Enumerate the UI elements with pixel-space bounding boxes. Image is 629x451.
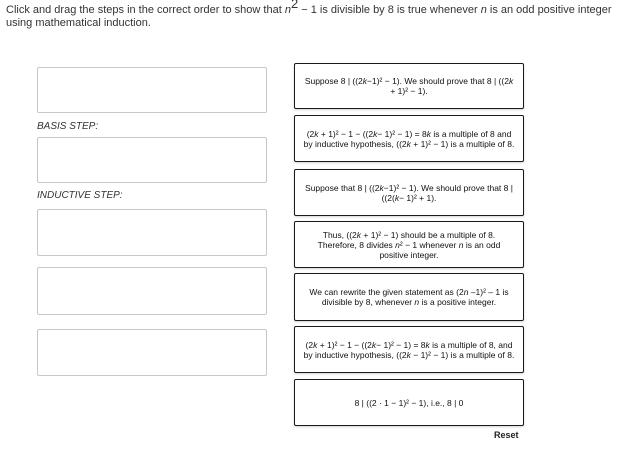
drop-slot-2[interactable] [37, 137, 267, 183]
instructions-exponent: 2 [290, 0, 299, 11]
step-card-1[interactable] [294, 63, 524, 109]
drop-slot-3[interactable] [37, 209, 267, 256]
basis-step-label: BASIS STEP: [37, 121, 99, 132]
step-card-text: We can rewrite the given statement as (2n –1)² – 1 is divisible by 8, whenever n is a positive integer. [309, 287, 509, 307]
step-card-text: Suppose 8 | ((2k−1)² − 1). We should prove that 8 | ((2k + 1)² − 1). [304, 76, 514, 96]
drop-slot-5[interactable] [37, 329, 267, 376]
step-card-text: (2k + 1)² − 1 − ((2k− 1)² − 1) = 8k is a multiple of 8, and by inductive hypothesis, ((2k − 1)² − 1) is a multiple of 8. [303, 339, 515, 360]
step-card-text: 8 | ((2 · 1 − 1)² − 1), i.e., 8 | 0 [354, 397, 464, 408]
step-card-5[interactable] [294, 273, 524, 321]
step-card-6[interactable] [294, 326, 524, 373]
instructions-text: Click and drag the steps in the correct order to show that [6, 4, 285, 16]
step-card-text: Suppose that 8 | ((2k−1)² − 1). We should prove that 8 | ((2(k− 1)² + 1). [305, 182, 513, 203]
instructions-var: n [480, 4, 487, 16]
reset-button[interactable]: Reset [494, 430, 519, 440]
step-card-4[interactable] [294, 221, 524, 268]
step-card-text: Thus, ((2k + 1)² − 1) should be a multiple of 8. Therefore, 8 divides n² − 1 whenever n is an odd positive integer. [317, 229, 501, 260]
drop-slot-4[interactable] [37, 267, 267, 315]
step-card-3[interactable] [294, 169, 524, 216]
step-card-2[interactable] [294, 115, 524, 162]
instructions [6, 0, 624, 30]
drop-slot-1[interactable] [37, 67, 267, 113]
instructions-text: is an odd positive integer using mathematical induction. [6, 4, 612, 29]
instructions-var: n [284, 4, 291, 16]
step-card-text: (2k + 1)² − 1 − ((2k− 1)² − 1) = 8k is a multiple of 8 and by inductive hypothesis, ((2k + 1)² − 1) is a multiple of 8. [303, 128, 515, 149]
instructions-text: − 1 is divisible by 8 is true whenever [298, 4, 481, 16]
step-card-7[interactable] [294, 379, 524, 426]
inductive-step-label: INDUCTIVE STEP: [37, 190, 123, 201]
